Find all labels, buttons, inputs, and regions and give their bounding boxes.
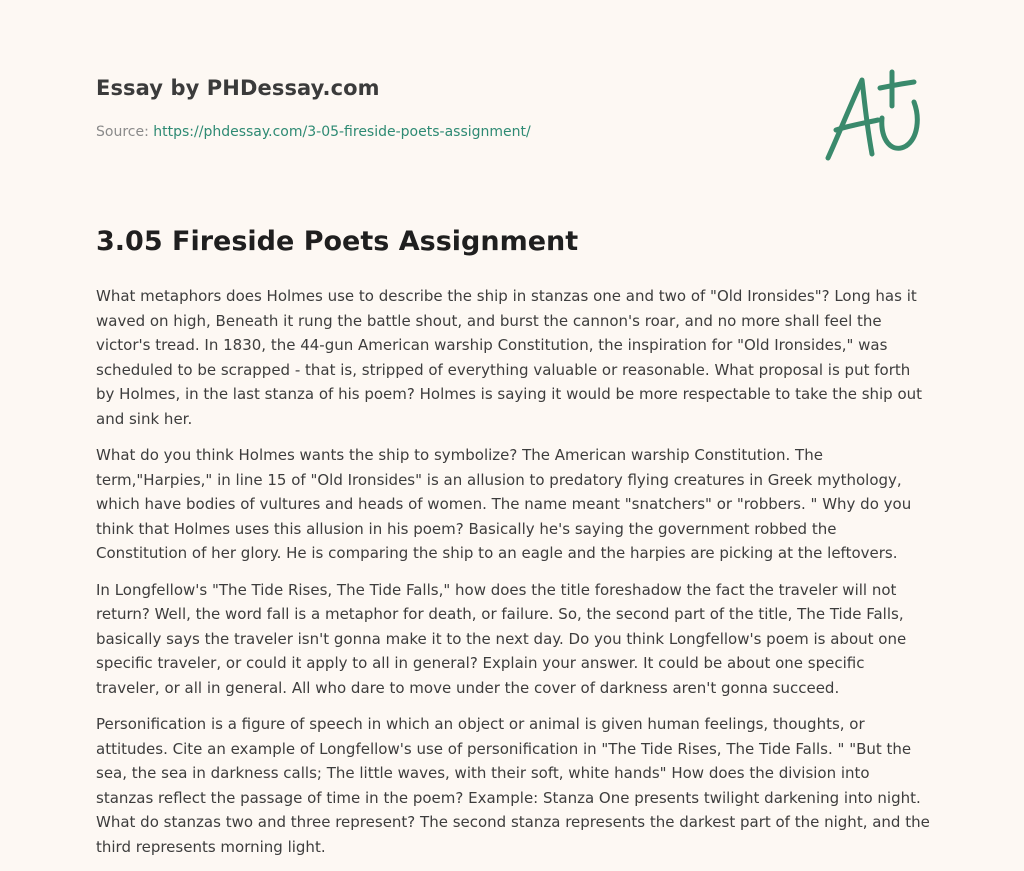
document-body (96, 284, 930, 871)
source-line (96, 124, 531, 140)
source-link[interactable]: https://phdessay.com/3-05-fireside-poets-assignment/ (153, 124, 531, 140)
document-title: 3.05 Fireside Poets Assignment (96, 226, 579, 257)
paragraph: What metaphors does Holmes use to describe the ship in stanzas one and two of "Old Ironsides"? Long has it waved on high, Beneath it rung the battle shout, and burst the cannon's roar, and no more shall feel the victor's tread. In 1830, the 44-gun American warship Constitution, the inspiration for "Old Ironsides," was scheduled to be scrapped - that is, stripped of everything valuable or reasonable. What proposal is put forth by Holmes, in the last stanza of his poem? Holmes is saying it would be more respectable to take the ship out and sink her. (96, 287, 923, 428)
source-label: Source: (96, 124, 149, 140)
paragraph: Personification is a figure of speech in which an object or animal is given human feelings, thoughts, or attitudes. Cite an example of Longfellow's use of personification in "The Tide Rises, The Tide Falls. " "But the sea, the sea in darkness calls; The little waves, with their soft, white hands" How does the division into stanzas reflect the passage of time in the poem? Example: Stanza One presents twilight darkening into night. What do stanzas two and three represent? The second stanza represents the darkest part of the night, and the third represents morning light. (96, 715, 930, 856)
a-plus-grade-icon (820, 66, 930, 166)
site-title: Essay by PHDessay.com (96, 76, 380, 100)
paragraph: In Longfellow's "The Tide Rises, The Tide Falls," how does the title foreshadow the fact the traveler will not return? Well, the word fall is a metaphor for death, or failure. So, the second part of the title, The Tide Falls, basically says the traveler isn't gonna make it to the next day. Do you think Longfellow's poem is about one specific traveler, or could it apply to all in general? Explain your answer. It could be about one specific traveler, or all in general. All who dare to move under the cover of darkness aren't gonna succeed. (96, 580, 907, 697)
paragraph: What do you think Holmes wants the ship to symbolize? The American warship Constitution. The term,"Harpies," in line 15 of "Old Ironsides" is an allusion to predatory flying creatures in Greek mythology, which have bodies of vultures and heads of women. The name meant "snatchers" or "robbers. " Why do you think that Holmes uses this allusion in his poem? Basically he's saying the government robbed the Constitution of her glory. He is comparing the ship to an eagle and the harpies are picking at the leftovers. (96, 446, 912, 562)
